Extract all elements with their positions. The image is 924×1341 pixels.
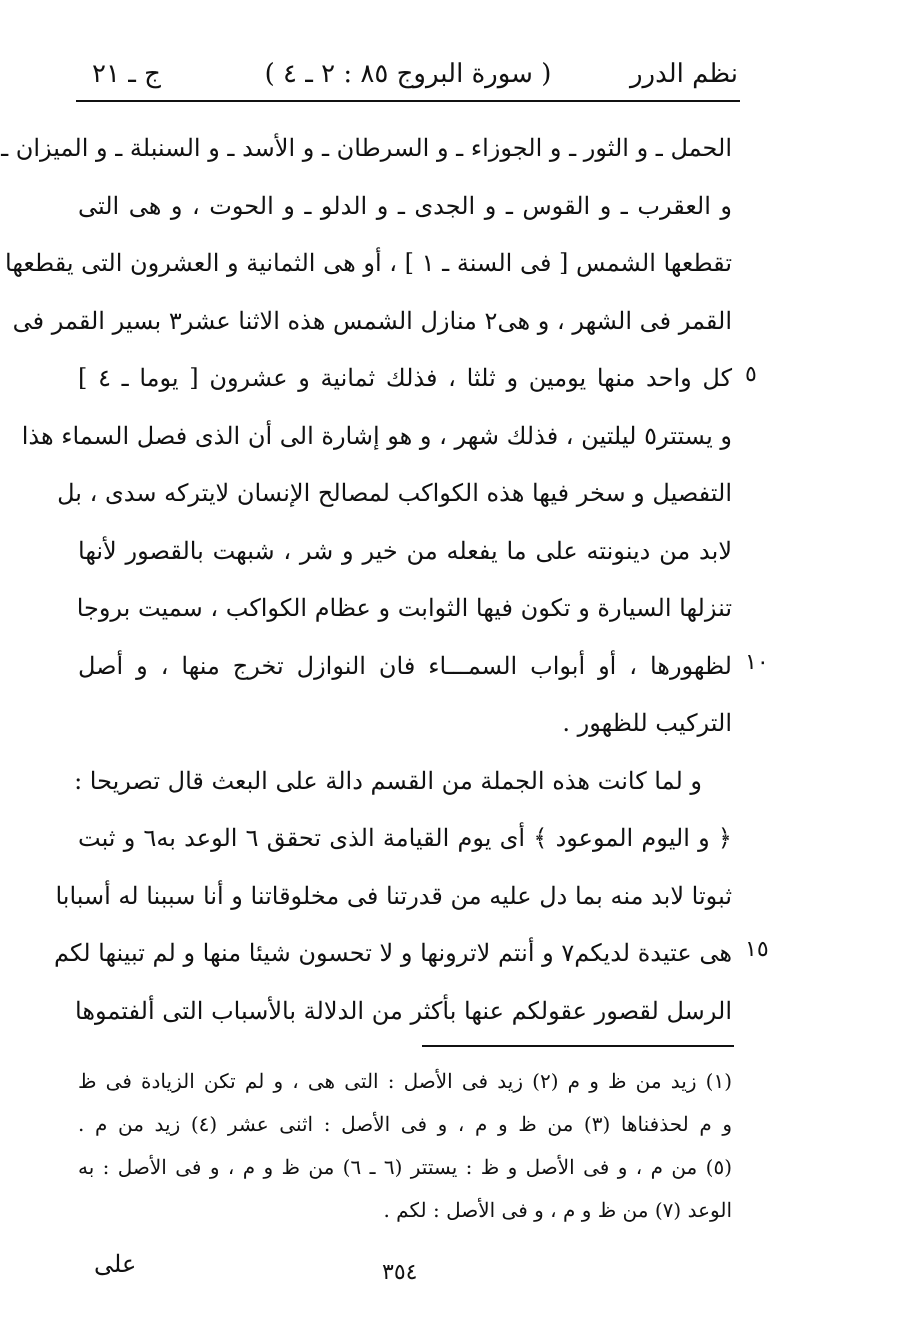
text-line: لظهورها ، أو أبواب السمـــاء فان النوازل تخرج منها ، و أصل <box>78 651 732 680</box>
text-line: الحمل ـ و الثور ـ و الجوزاء ـ و السرطان ـ و الأسد ـ و السنبلة ـ و الميزان ـ <box>1 134 732 162</box>
book-title: نظم الدرر <box>629 59 738 89</box>
catchword: على <box>94 1250 137 1278</box>
text-line: ﴿ و اليوم الموعود ﴾ أى يوم القيامة الذى تحقق ٦ الوعد به٦ و ثبت <box>78 824 732 852</box>
header-rule <box>76 100 740 102</box>
text-line: الرسل لقصور عقولكم عنها بأكثر من الدلالة بالأسباب التى ألفتموها <box>75 996 732 1025</box>
text-line: و يستتر٥ ليلتين ، فذلك شهر ، و هو إشارة الى أن الذى فصل السماء هذا <box>21 421 732 450</box>
main-text <box>1 120 733 1040</box>
text-line: و العقرب ـ و القوس ـ و الجدى ـ و الدلو ـ و الحوت ، و هى التى <box>78 191 732 220</box>
text-line: هى عتيدة لديكم٧ و أنتم لاترونها و لا تحسون شيئا منها و لم تبينها لكم <box>53 939 732 967</box>
text-line: تقطعها الشمس [ فى السنة ـ ١ ] ، أو هى الثمانية و العشرون التى يقطعها <box>5 249 732 277</box>
footnote-line: و م لحذفناها (٣) من ظ و م ، و فى الأصل : اثنى عشر (٤) زيد من م . <box>78 1112 732 1136</box>
footnote-line: (٥) من م ، و فى الأصل و ظ : يستتر (٦ ـ ٦) من ظ و م ، و فى الأصل : به <box>78 1155 732 1179</box>
text-line: لابد من دينونته على ما يفعله من خير و شر ، شبهت بالقصور لأنها <box>78 536 733 565</box>
running-header <box>78 55 738 97</box>
text-line: التفصيل و سخر فيها هذه الكواكب لمصالح الإنسان لايتركه سدى ، بل <box>57 479 732 507</box>
surah-reference: ( سورة البروج ٨٥ : ٢ ـ ٤ ) <box>264 59 552 89</box>
text-line: كل واحد منها يومين و ثلثا ، فذلك ثمانية و عشرون [ يوما ـ ٤ ] <box>78 364 732 392</box>
volume-number: ج ـ ٢١ <box>92 59 161 89</box>
text-line: ثبوتا لابد منه بما دل عليه من قدرتنا فى مخلوقاتنا و أنا سببنا له أسبابا <box>55 881 732 910</box>
text-line: القمر فى الشهر ، و هى٢ منازل الشمس هذه الاثنا عشر٣ بسير القمر فى <box>12 306 732 335</box>
line-number: ١٥ <box>745 937 769 962</box>
line-number: ١٠ <box>745 650 769 675</box>
footnote-line: (١) زيد من ظ و م (٢) زيد فى الأصل : التى هى ، و لم تكن الزيادة فى ظ <box>78 1069 732 1093</box>
line-number: ٥ <box>745 362 757 387</box>
text-line: و لما كانت هذه الجملة من القسم دالة على البعث قال تصريحا : <box>74 766 702 795</box>
text-line: تنزلها السيارة و تكون فيها الثوابت و عظام الكواكب ، سميت بروجا <box>76 594 732 622</box>
footnote-line: الوعد (٧) من ظ و م ، و فى الأصل : لكم . <box>383 1198 732 1222</box>
footnotes <box>78 1060 732 1232</box>
text-line: التركيب للظهور . <box>562 709 732 737</box>
footnote-rule <box>422 1045 734 1047</box>
page-number: ٣٥٤ <box>382 1260 418 1285</box>
